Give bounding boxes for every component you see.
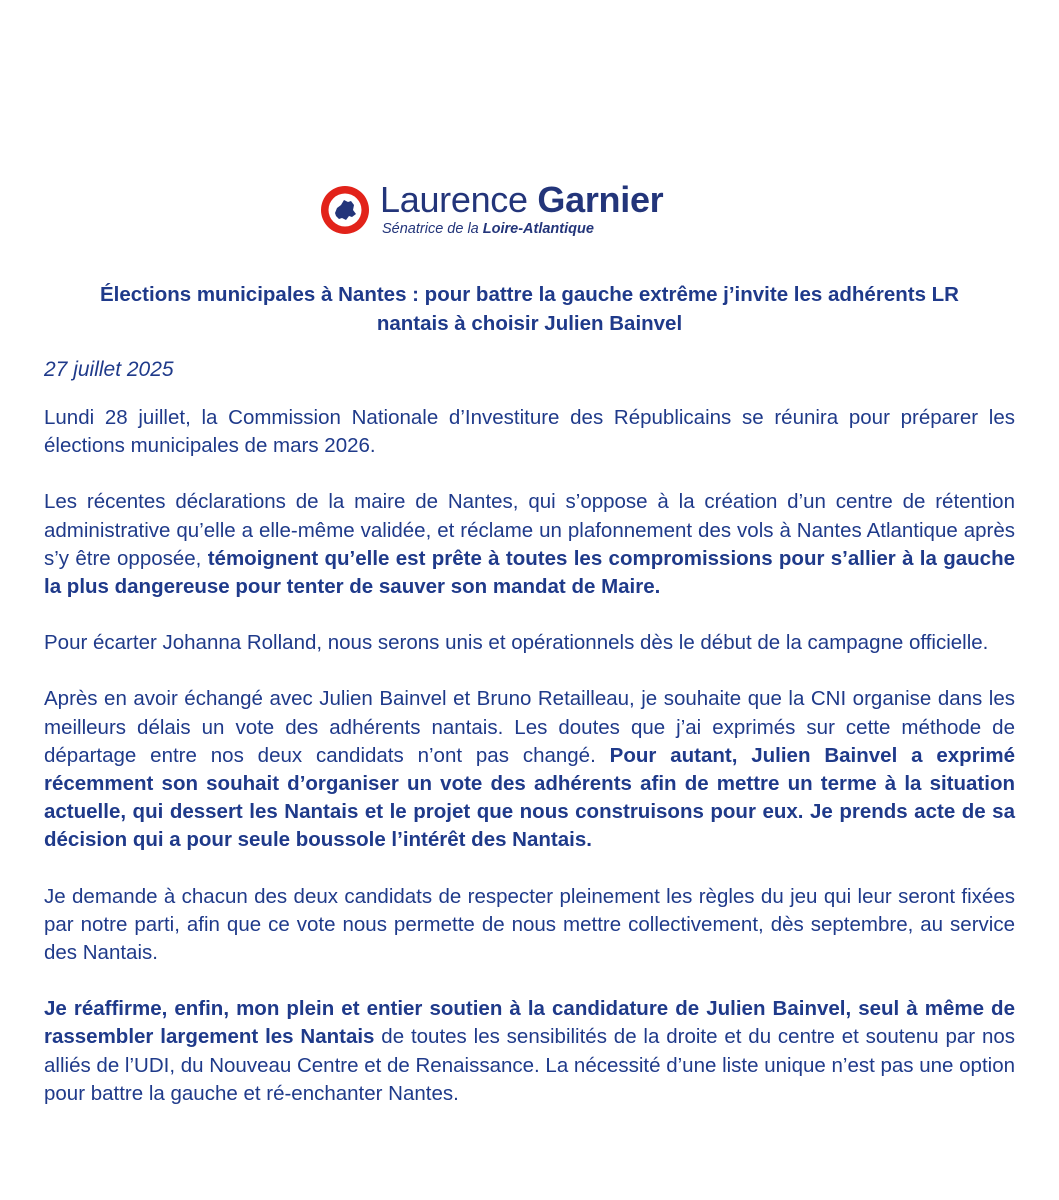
- title-line-2: nantais à choisir Julien Bainvel: [376, 312, 683, 335]
- paragraph-2: [44, 488, 1015, 601]
- author-last-name: Garnier: [537, 179, 664, 220]
- paragraph-1: [44, 404, 1015, 460]
- paragraph-6: [44, 995, 1015, 1108]
- paragraph-2-bold: témoignent qu’elle est prête à toutes les compromissions pour s’allier à la gauche la plus dangereuse pour tenter de sauver son mandat de Maire.: [44, 546, 1015, 599]
- paragraph-4-bold: Pour autant, Julien Bainvel a exprimé récemment son souhait d’organiser un vote des adhérents afin de mettre un terme à la situation actuelle, qui dessert les Nantais et le projet que nous construisons pour eux. Je prends acte de sa décision qui a pour seule boussole l’intérêt des Nantais.: [44, 743, 1016, 852]
- subtitle-prefix: Sénatrice de la: [382, 221, 483, 237]
- paragraph-5-text: Je demande à chacun des deux candidats de respecter pleinement les règles du jeu qui leur seront fixées par notre parti, afin que ce vote nous permette de nous mettre collectivement, dès septembre, au service des Nantais.: [44, 884, 1015, 965]
- subtitle-region: Loire-Atlantique: [482, 221, 594, 237]
- author-first-name: Laurence: [380, 179, 528, 220]
- logo-text: [380, 180, 663, 237]
- author-subtitle: [382, 221, 663, 237]
- paragraph-6-bold: Je réaffirme, enfin, mon plein et entier soutien à la candidature de Julien Bainvel, seul à même de rassembler largement les Nantais: [44, 997, 1015, 1049]
- paragraph-5: [44, 883, 1015, 968]
- press-release-title: [44, 280, 1015, 338]
- press-release-body: [44, 404, 1015, 1136]
- paragraph-6-text: de toutes les sensibilités de la droite et du centre et soutenu par nos alliés de l’UDI, du Nouveau Centre et de Renaissance. La nécessité d’une liste unique n’est pas une option pour battre la gauche et ré-enchanter Nantes.: [44, 1025, 1016, 1105]
- rf-logo-icon: [318, 183, 372, 237]
- paragraph-4: [44, 685, 1015, 854]
- paragraph-4-text: Après en avoir échangé avec Julien Bainvel et Bruno Retailleau, je souhaite que la CNI organise dans les meilleurs délais un vote des adhérents nantais. Les doutes que j’ai exprimés sur cette méthode de départage entre nos deux candidats n’ont pas changé.: [44, 687, 1015, 767]
- publication-date: 27 juillet 2025: [44, 358, 174, 381]
- header-logo: [318, 180, 663, 237]
- paragraph-3-text: Pour écarter Johanna Rolland, nous serons unis et opérationnels dès le début de la campagne officielle.: [44, 631, 989, 655]
- paragraph-3: [44, 629, 1015, 657]
- author-name: [380, 180, 663, 220]
- paragraph-1-text: Lundi 28 juillet, la Commission Nationale d’Investiture des Républicains se réunira pour préparer les élections municipales de mars 2026.: [44, 406, 1015, 458]
- paragraph-2-text: Les récentes déclarations de la maire de Nantes, qui s’oppose à la création d’un centre de rétention administrative qu’elle a elle-même validée, et réclame un plafonnement des vols à Nantes Atlantique après s’y être opposée,: [44, 490, 1015, 570]
- title-line-1: Élections municipales à Nantes : pour battre la gauche extrême j’invite les adhérents LR: [100, 283, 959, 306]
